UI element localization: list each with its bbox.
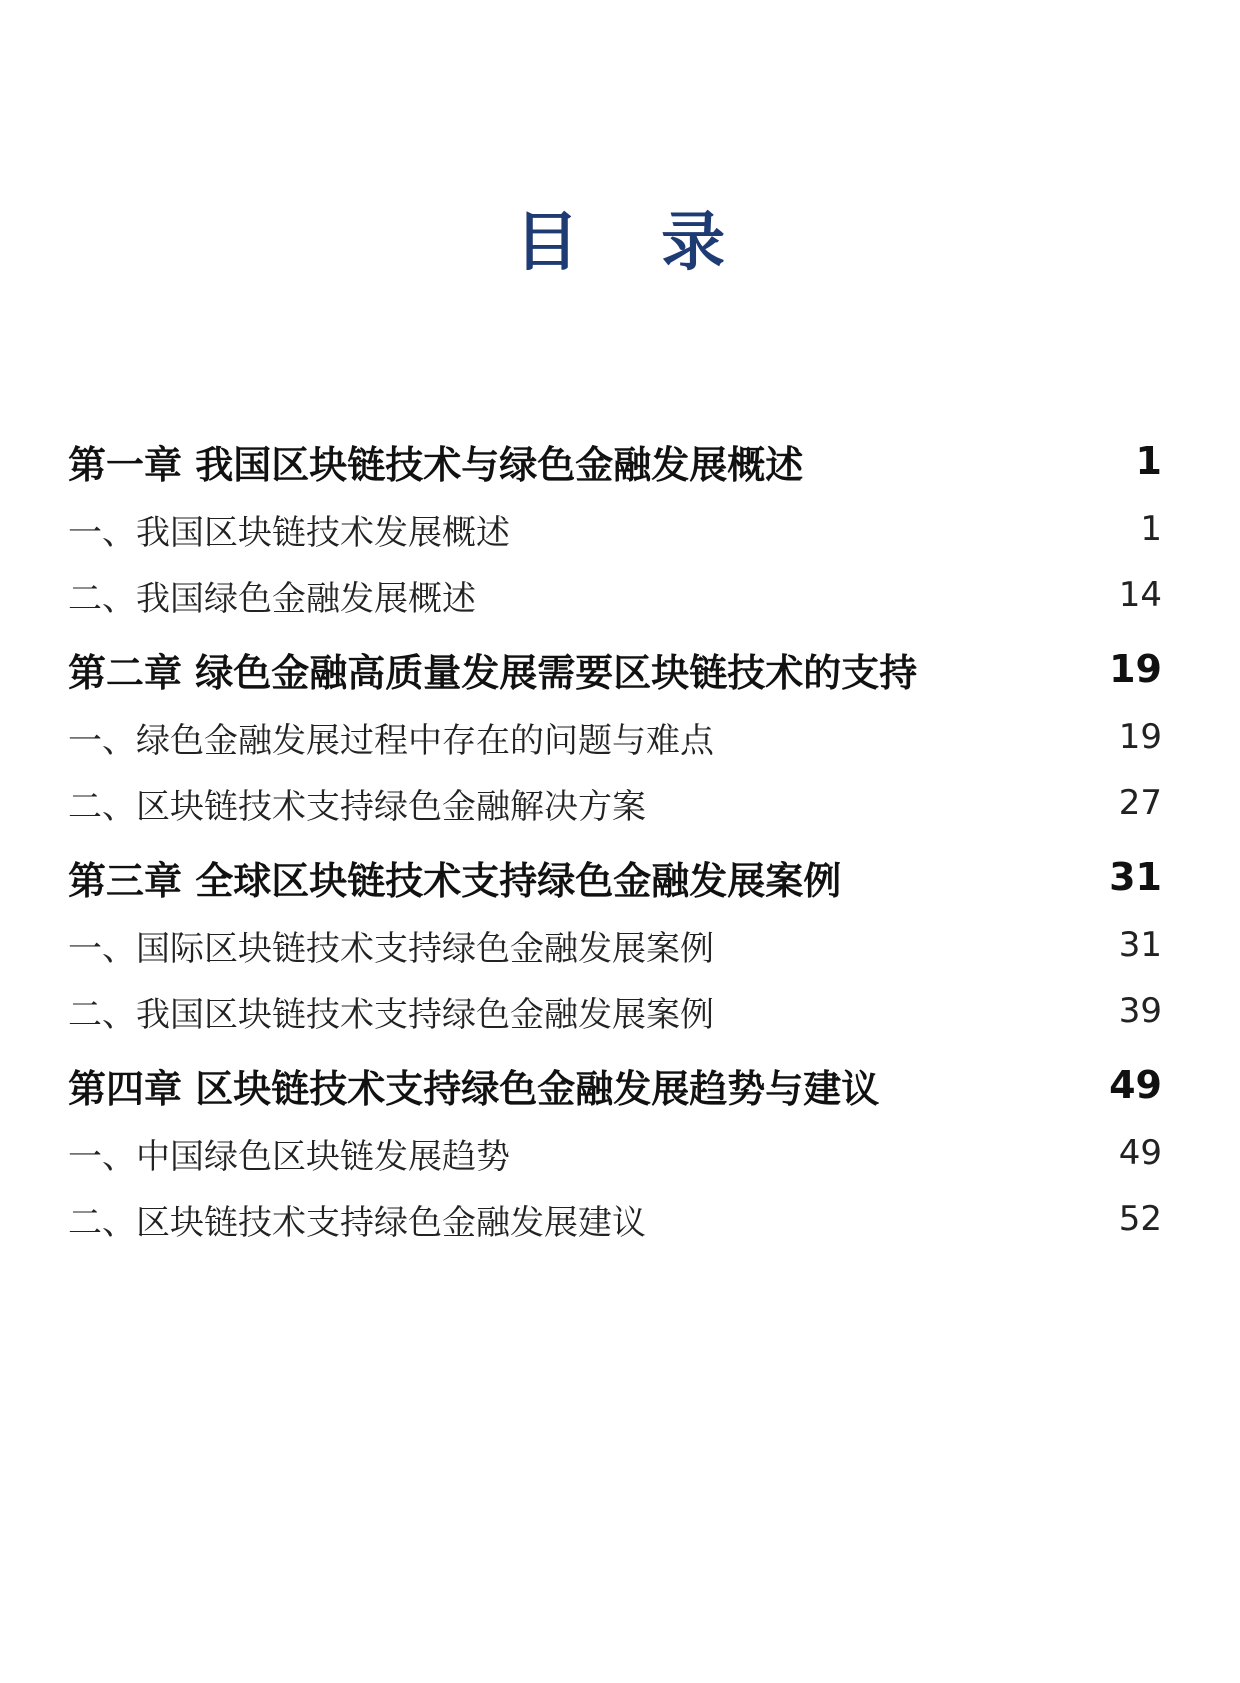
toc-entry-page-number: 49	[1118, 1133, 1162, 1173]
toc-entry-page-number: 31	[1109, 855, 1162, 899]
toc-section-2-1[interactable]	[68, 704, 1168, 770]
toc-section-4-2[interactable]	[68, 1186, 1168, 1252]
toc-entry-page-number: 39	[1118, 991, 1162, 1031]
toc-entry-page-number: 31	[1118, 925, 1162, 965]
toc-chapter-1[interactable]	[68, 420, 1168, 496]
toc-section-1-1[interactable]	[68, 496, 1168, 562]
toc-entry-label: 二、我国区块链技术支持绿色金融发展案例	[68, 994, 714, 1035]
toc-entry-page-number: 19	[1118, 717, 1162, 757]
toc-entry-page-number: 1	[1140, 509, 1162, 549]
toc-entry-label: 二、区块链技术支持绿色金融发展建议	[68, 1202, 646, 1243]
table-of-contents	[68, 420, 1168, 1252]
toc-section-3-2[interactable]	[68, 978, 1168, 1044]
toc-section-4-1[interactable]	[68, 1120, 1168, 1186]
toc-entry-label: 第三章 全球区块链技术支持绿色金融发展案例	[68, 858, 842, 903]
page-title: 目 录	[514, 206, 756, 280]
toc-entry-label: 二、区块链技术支持绿色金融解决方案	[68, 786, 646, 827]
toc-entry-label: 一、国际区块链技术支持绿色金融发展案例	[68, 928, 714, 969]
toc-entry-page-number: 49	[1109, 1063, 1162, 1107]
toc-entry-page-number: 52	[1118, 1199, 1162, 1239]
toc-entry-page-number: 27	[1118, 783, 1162, 823]
toc-chapter-2[interactable]	[68, 628, 1168, 704]
toc-chapter-3[interactable]	[68, 836, 1168, 912]
toc-entry-page-number: 19	[1109, 647, 1162, 691]
toc-section-3-1[interactable]	[68, 912, 1168, 978]
toc-entry-page-number: 1	[1135, 439, 1162, 483]
toc-chapter-4[interactable]	[68, 1044, 1168, 1120]
toc-entry-label: 第二章 绿色金融高质量发展需要区块链技术的支持	[68, 650, 918, 695]
toc-entry-label: 一、绿色金融发展过程中存在的问题与难点	[68, 720, 714, 761]
toc-section-2-2[interactable]	[68, 770, 1168, 836]
toc-entry-label: 二、我国绿色金融发展概述	[68, 578, 476, 619]
toc-entry-label: 第一章 我国区块链技术与绿色金融发展概述	[68, 442, 804, 487]
toc-entry-page-number: 14	[1118, 575, 1162, 615]
toc-entry-label: 一、中国绿色区块链发展趋势	[68, 1136, 510, 1177]
toc-section-1-2[interactable]	[68, 562, 1168, 628]
toc-entry-label: 第四章 区块链技术支持绿色金融发展趋势与建议	[68, 1066, 880, 1111]
toc-entry-label: 一、我国区块链技术发展概述	[68, 512, 510, 553]
